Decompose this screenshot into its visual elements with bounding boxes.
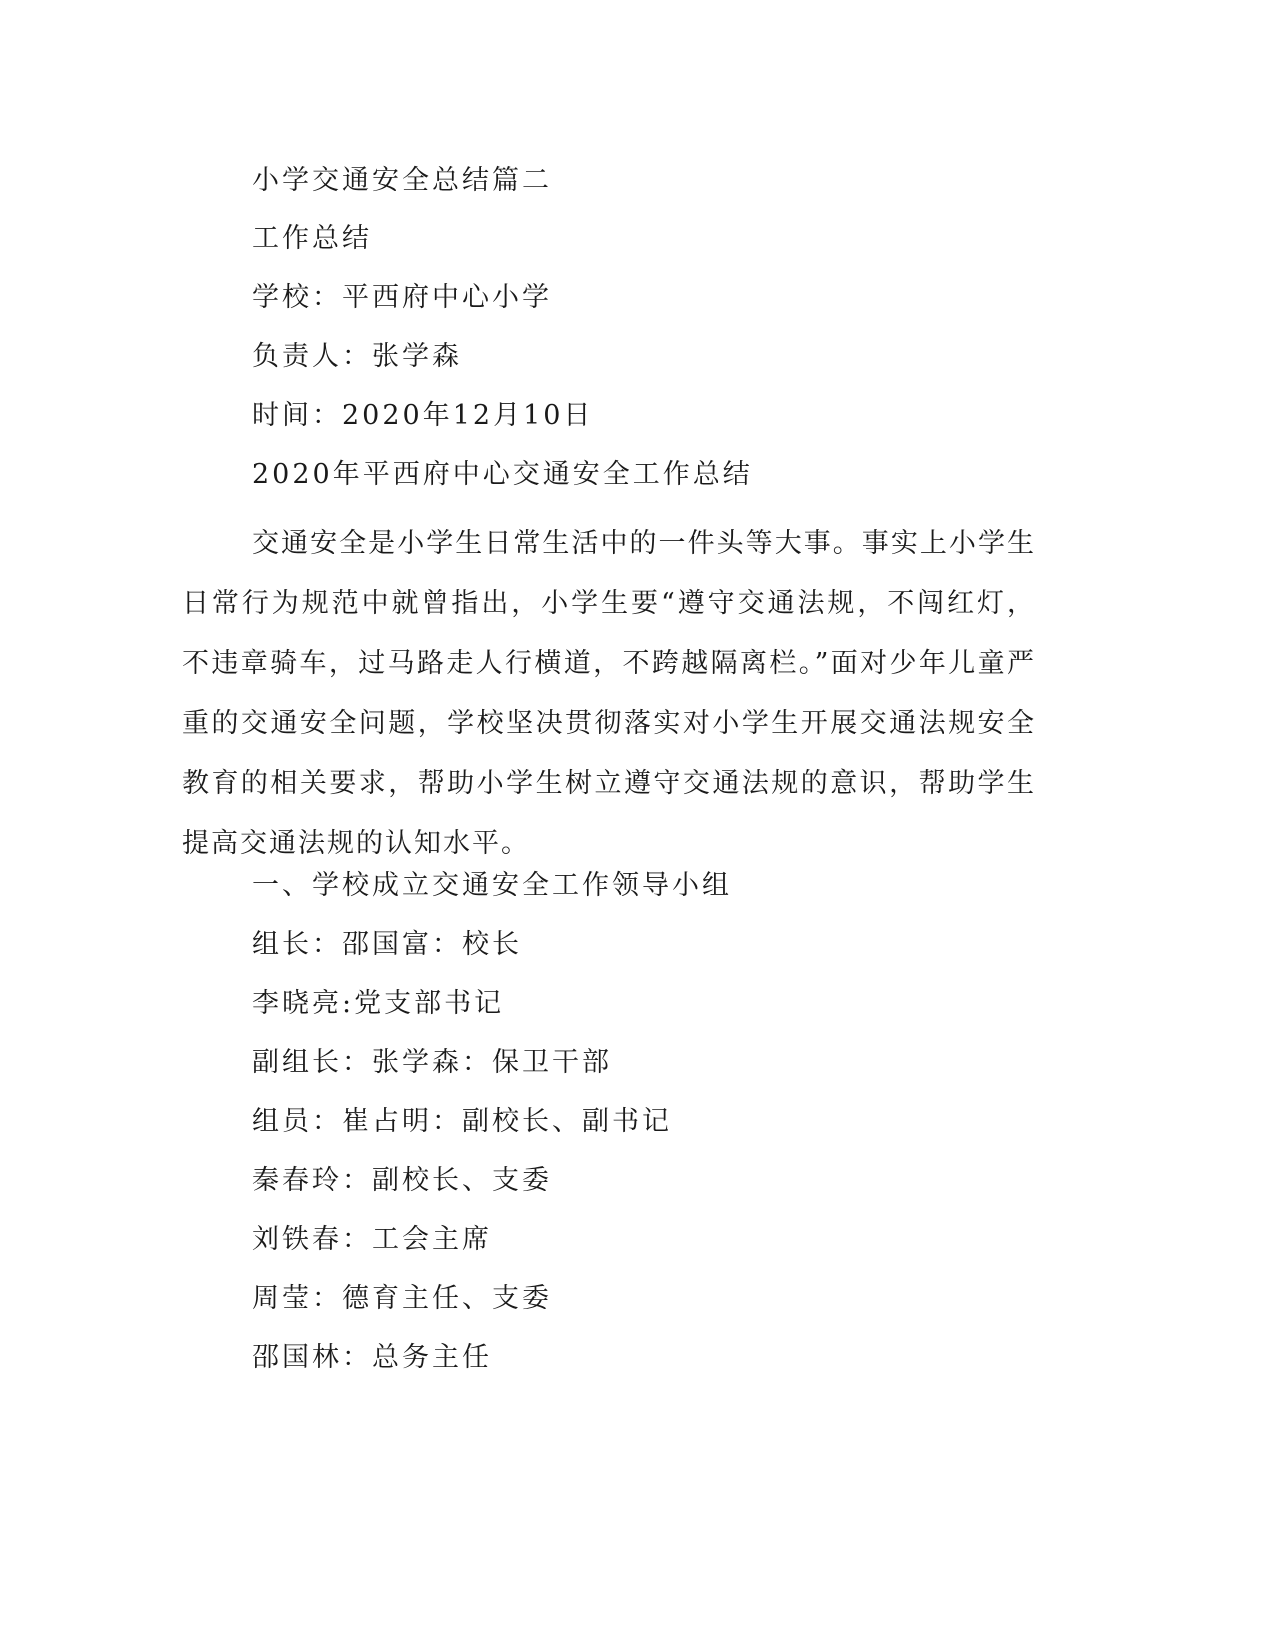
school-line: 学校：平西府中心小学 xyxy=(252,282,552,313)
member-line: 李晓亮:党支部书记 xyxy=(252,988,505,1019)
member-line: 组员：崔占明：副校长、副书记 xyxy=(252,1106,672,1137)
responsible-person-line: 负责人：张学森 xyxy=(252,341,462,372)
member-line: 副组长：张学森：保卫干部 xyxy=(252,1047,612,1078)
section-heading-1: 一、学校成立交通安全工作领导小组 xyxy=(252,870,732,901)
section-title: 小学交通安全总结篇二 xyxy=(252,165,552,196)
date-line: 时间：2020年12月10日 xyxy=(252,400,594,431)
intro-paragraph: 交通安全是小学生日常生活中的一件头等大事。事实上小学生日常行为规范中就曾指出，小学生要“遵守交通法规，不闯红灯，不违章骑车，过马路走人行横道，不跨越隔离栏。”面对少年儿童严重的交通安全问题，学校坚决贯彻落实对小学生开展交通法规安全教育的相关要求，帮助小学生树立遵守交通法规的意识，帮助学生提高交通法规的认知水平。 xyxy=(182,528,1036,859)
member-line: 秦春玲：副校长、支委 xyxy=(252,1165,552,1196)
member-line: 组长：邵国富：校长 xyxy=(252,929,522,960)
doc-heading: 工作总结 xyxy=(252,223,372,254)
member-line: 邵国林：总务主任 xyxy=(252,1342,492,1373)
summary-title: 2020年平西府中心交通安全工作总结 xyxy=(252,459,753,490)
member-line: 周莹：德育主任、支委 xyxy=(252,1283,552,1314)
member-line: 刘铁春：工会主席 xyxy=(252,1224,492,1255)
